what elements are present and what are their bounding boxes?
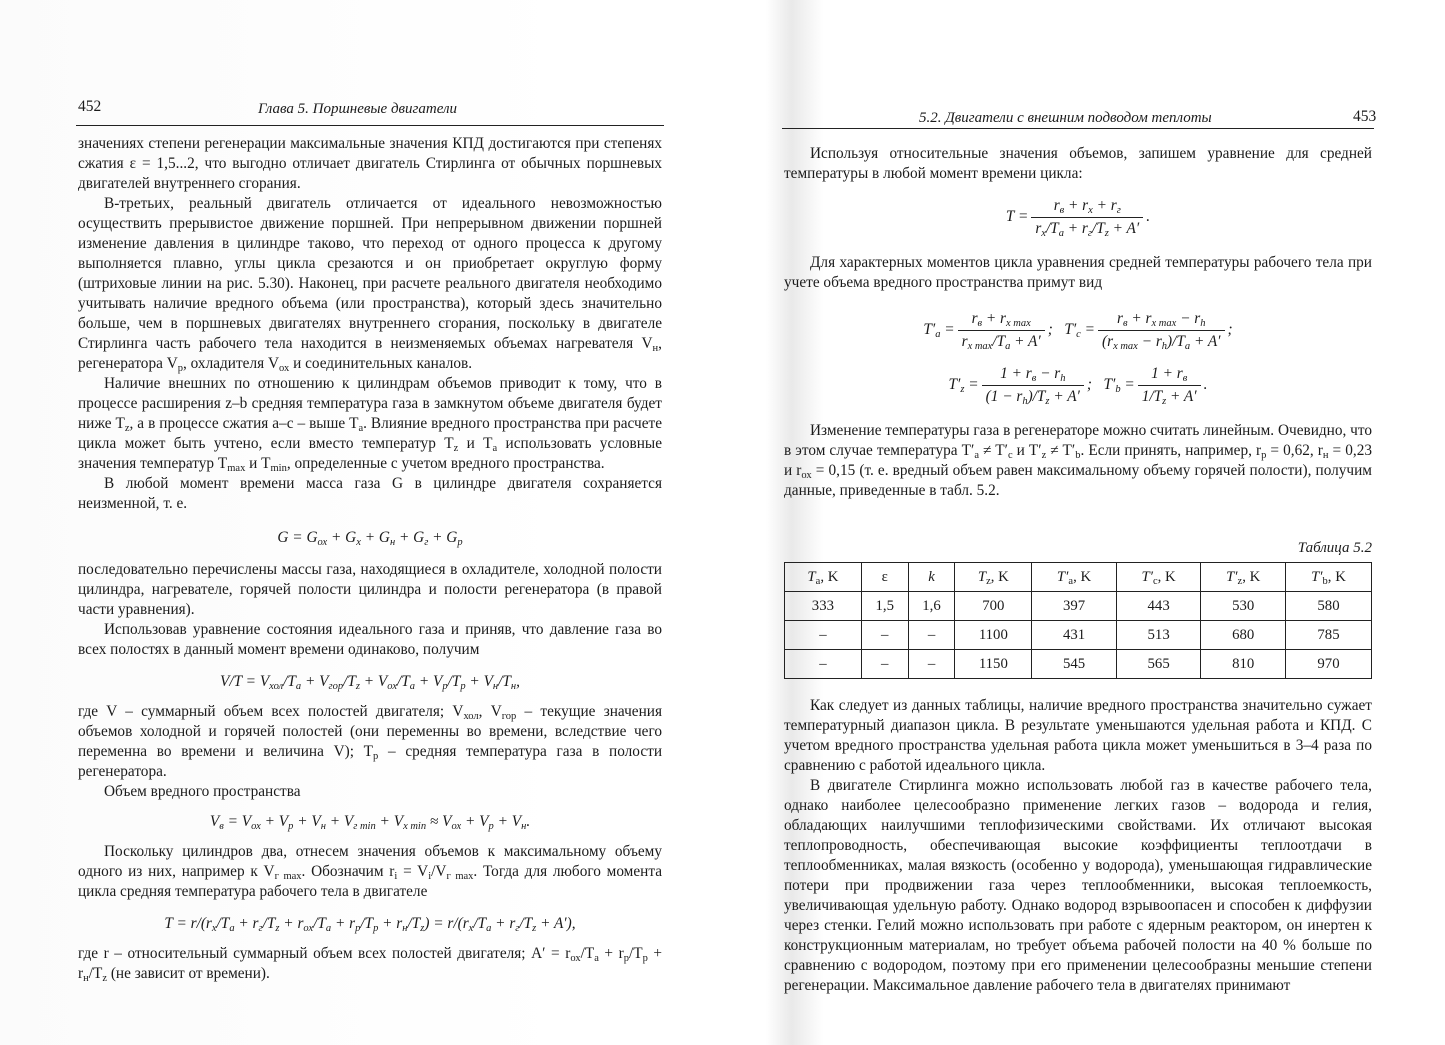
table-cell: 1150 — [955, 650, 1032, 679]
paragraph: Как следует из данных таблицы, наличие вредного пространства значительно сужает температурный диапазон цикла. В результате уменьшаются удельная работа и КПД. С учетом вредного пространства удельная работа цикла может уменьшиться в 3–4 раза по сравнению с работой идеального цикла. — [784, 697, 1372, 774]
left-text-block — [78, 134, 662, 984]
table-header-cell: $T_z$, K — [955, 563, 1032, 592]
page-number: 453 — [1353, 108, 1377, 125]
table-header-cell: ε — [861, 563, 908, 592]
paragraph: Использовав уравнение состояния идеального газа и приняв, что давление газа во всех полостях в данный момент времени одинаково, получим — [78, 621, 662, 658]
table-cell: 1,5 — [861, 592, 908, 621]
table-row — [785, 592, 1372, 621]
table-row — [785, 621, 1372, 650]
table-cell: 785 — [1285, 621, 1371, 650]
table-header-cell: $T'_a$, K — [1032, 563, 1117, 592]
table-cell: – — [861, 650, 908, 679]
table-cell: 700 — [955, 592, 1032, 621]
table-cell: – — [908, 650, 955, 679]
table-cell: 565 — [1116, 650, 1201, 679]
table-cell: 397 — [1032, 592, 1117, 621]
equation-mean-temperature-relative: T = $\frac{r_в + r_х + r_г}{r_х/T_a + r_г/T_z + A'}$ . — [1005, 197, 1151, 239]
equation-mean-temperature: $T = r/(r_х/T_a + r_г/T_z + r_{ох}/T_a + r_р/T_р + r_н/T_z) = r/(r_х/T_a + r_г/T_z + A')$, — [164, 915, 576, 934]
paragraph: В-третьих, реальный двигатель отличается от идеального невозможностью осуществить прерывистое движение поршней. При непрерывном движении поршней изменение давления в цилиндре таково, что переход от одного процесса к другому выполняется плавно, углы цикла срезаются и он приобретает округлую форму (штриховые линии на рис. 5.30). Наконец, при расчете реального двигателя необходимо учитывать наличие вредного объема (или пространства), который здесь значительно больше, чем в поршневых двигателях внутреннего сгорания, поскольку в двигателе Стирлинга часть рабочего тела находится в неизменяемых объемах нагревателя $V_н$, регенератора $V_р$, охладителя $V_{ох}$ и соединительных каналов. — [78, 195, 662, 374]
paragraph: последовательно перечислены массы газа, находящиеся в охладителе, холодной полости цилиндра, нагревателе, горячей полости цилиндра и полости регенератора (в правой части уравнения). — [78, 561, 662, 618]
equation-mass: $G = G_{ох} + G_х + G_н + G_г + G_р$ — [277, 529, 463, 548]
equation-ta-tc: $T'_a$ = $\frac{r_в + r_{х max}}{r_{х max}/T_a + A'}$ ; $T'_c$ = $\frac{r_в + r_{х max} - r_h}{(r_{х max} - r_h)/T_a + A'}$ ; — [923, 310, 1233, 352]
running-head: Глава 5. Поршневые двигатели — [258, 101, 458, 117]
paragraph: Наличие внешних по отношению к цилиндрам объемов приводит к тому, что в процессе расширения z–b средняя температура газа в замкнутом объеме двигателя будет ниже $T_z$, а в процессе сжатия a–c – выше $T_a$. Влияние вредного пространства при расчете цикла может быть учтено, если вместо температур $T_z$ и $T_a$ использовать условные значения температур $T_{max}$ и $T_{min}$, определенные с учетом вредного пространства. — [78, 375, 662, 474]
table-cell: – — [785, 650, 862, 679]
paragraph: Используя относительные значения объемов, запишем уравнение для средней температуры в любой момент времени цикла: — [784, 145, 1372, 182]
table-header-cell: $T'_c$, K — [1116, 563, 1201, 592]
paragraph: значениях степени регенерации максимальные значения КПД достигаются при степенях сжатия ε = 1,5...2, что выгодно отличает двигатель Стирлинга от обычных поршневых двигателей внутреннего сгорания. — [78, 135, 662, 192]
table-cell: – — [861, 621, 908, 650]
table-cell: 431 — [1032, 621, 1117, 650]
table-caption: Таблица 5.2 — [1297, 540, 1372, 556]
page-number: 452 — [78, 98, 102, 115]
table-header-cell: $T'_z$, K — [1201, 563, 1286, 592]
table-header-cell: k — [908, 563, 955, 592]
table-row — [785, 650, 1372, 679]
paragraph: где V – суммарный объем всех полостей двигателя; $V_{хол}$, $V_{гор}$ – текущие значения объемов холодной и горячей полостей (они переменны во времени, вследствие чего переменна во времени и величина V); $T_р$ – средняя температура газа в полости регенератора. — [78, 703, 663, 780]
right-text-block-bottom — [784, 696, 1372, 996]
table-cell: – — [908, 621, 955, 650]
table-header-cell: $T_a$, K — [785, 563, 862, 592]
table-header-row — [785, 563, 1372, 592]
equation-state: $V/T = V_{хол}/T_a + V_{гор}/T_z + V_{ох}/T_a + V_р/T_р + V_н/T_н$, — [220, 673, 520, 692]
table-cell: 680 — [1201, 621, 1286, 650]
left-page — [0, 0, 722, 1045]
table-cell: 545 — [1032, 650, 1117, 679]
running-head: 5.2. Двигатели с внешним подводом теплоты — [919, 110, 1212, 126]
paragraph: В двигателе Стирлинга можно использовать любой газ в качестве рабочего тела, однако наиболее целесообразно применение легких газов – водорода и гелия, обладающих наилучшими теплофизическими свойствами. Их отличают высокая теплопроводность, обеспечивающая высокие коэффициенты теплоотдачи в теплообменниках, малая вязкость (особенно у водорода), уменьшающая гидравлические потери при продвижении газа через теплообменники, высокая теплоемкость, увеличивающая удельную работу. Однако водород взрывоопасен и способен к диффузии через стенки. Гелий можно использовать при работе с ядерным реактором, он инертен к конструкционным материалам, но требует объема рабочей полости на 40 % больше по сравнению с водородом, поэтому при его применении целесообразны меньшие степени регенерации. Максимальное давление рабочего тела в двигателях принимают — [784, 777, 1372, 994]
table-cell: 513 — [1116, 621, 1201, 650]
paragraph: В любой момент времени масса газа G в цилиндре двигателя сохраняется неизменной, т. е. — [78, 475, 662, 512]
table-cell: 810 — [1201, 650, 1286, 679]
equation-harmful-volume: $V_в = V_{ох} + V_р + V_н + V_{г min} + V_{х min} \approx V_{ох} + V_р + V_н$. — [209, 813, 531, 832]
paragraph: Поскольку цилиндров два, отнесем значения объемов к максимальному объему одного из них, например к $V_{г max}$. Обозначим $r_i = V_i/V_{г max}$. Тогда для любого момента цикла средняя температура рабочего тела в двигателе — [78, 843, 662, 900]
equation-tz-tb: $T'_z$ = $\frac{1 + r_в - r_h}{(1 - r_h)/T_z + A'}$ ; $T'_b$ = $\frac{1 + r_в}{1/T_z + A'}$ . — [948, 365, 1208, 407]
paragraph: где r – относительный суммарный объем всех полостей двигателя; $A' = r_{ох}/T_a + r_р/T_р + r_н/T_z$ (не зависит от времени). — [78, 945, 663, 984]
paragraph: Для характерных моментов цикла уравнения средней температуры рабочего тела при учете объема вредного пространства примут вид — [784, 254, 1372, 291]
paragraph: Объем вредного пространства — [104, 783, 301, 800]
paragraph: Изменение температуры газа в регенераторе можно считать линейным. Очевидно, что в этом случае температура $T'_a \ne T'_c$ и $T'_z \ne T'_b$. Если принять, например, $r_р = 0,62$, $r_н = 0,23$ и $r_{ох} = 0,15$ (т. е. вредный объем равен максимальному объему горячей полости), получим данные, приведенные в табл. 5.2. — [784, 422, 1373, 499]
table-cell: 333 — [785, 592, 862, 621]
table-cell: – — [785, 621, 862, 650]
table-header-cell: $T'_b$, K — [1285, 563, 1371, 592]
header-rule — [76, 125, 664, 126]
data-table — [784, 562, 1372, 679]
table-cell: 530 — [1201, 592, 1286, 621]
table-cell: 580 — [1285, 592, 1371, 621]
table-cell: 970 — [1285, 650, 1371, 679]
right-text-block-top — [784, 144, 1372, 501]
table-cell: 1100 — [955, 621, 1032, 650]
right-page — [722, 0, 1445, 1045]
table-cell: 1,6 — [908, 592, 955, 621]
table-cell: 443 — [1116, 592, 1201, 621]
header-rule — [782, 128, 1374, 129]
